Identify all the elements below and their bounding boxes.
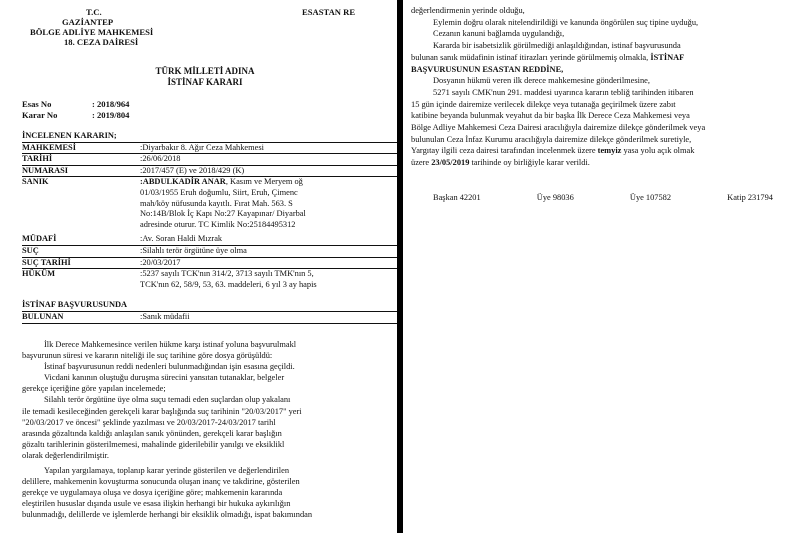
verdict-bold: BAŞVURUSUNUN ESASTAN REDDİNE, — [411, 64, 564, 74]
reviewed-heading: İNCELENEN KARARIN; — [22, 131, 397, 143]
row-date — [22, 154, 397, 166]
text-segment: yasa yolu açık olmak — [621, 146, 695, 156]
header-chamber: 18. CEZA DAİRESİ — [64, 37, 139, 47]
row-value: :Diyarbakır 8. Ağır Ceza Mahkemesi — [140, 142, 264, 152]
right-page — [403, 0, 800, 533]
right-body-text — [411, 5, 794, 169]
header-court: BÖLGE ADLİYE MAHKEMESİ — [30, 27, 154, 37]
signature-president: Başkan 42201 — [433, 193, 481, 202]
paragraph-line: olarak değerlendirilmiştir. — [22, 450, 109, 460]
signature-member-2: Üye 107582 — [629, 193, 672, 202]
paragraph-line — [411, 145, 794, 157]
paragraph-line: değerlendirmenin yerinde olduğu, — [411, 6, 525, 15]
paragraph-line: İlk Derece Mahkemesince verilen hükme karşı istinaf yoluna başvurulmakl — [44, 340, 297, 349]
row-value: :Silahlı terör örgütüne üye olma — [140, 245, 247, 255]
text-segment: üzere — [411, 158, 432, 168]
paragraph-line: eleştirilen hususlar dışında usule ve esasa ilişkin herhangi bir hukuka aykırılığın — [22, 499, 291, 509]
paragraph-line — [411, 52, 794, 64]
paragraph-line — [411, 64, 794, 76]
left-body-text — [22, 339, 397, 521]
appeal-heading: İSTİNAF BAŞVURUSUNDA — [22, 300, 397, 312]
paragraph-line: Dosyanın hükmü veren ilk derece mahkemesine gönderilmesine, — [433, 76, 650, 86]
text-bold: temyiz — [597, 146, 622, 156]
esas-value: : 2018/964 — [92, 99, 130, 109]
reviewed-decision-table — [22, 131, 397, 324]
row-court — [22, 143, 397, 155]
paragraph-line: Cezanın kanuni bağlamda uygulandığı, — [433, 29, 565, 39]
header-city: GAZİANTEP — [62, 17, 114, 27]
row-value — [140, 177, 397, 230]
karar-label: Karar No — [22, 110, 58, 120]
left-page — [0, 0, 397, 533]
row-counsel — [22, 234, 397, 246]
paragraph-line: delillere, mahkemenin kovuşturma sonucunda oluşan inanç ve takdirine, gösterilen — [22, 477, 300, 487]
row-value: :Sanık müdafii — [140, 311, 190, 321]
paragraph-line: Eylemin doğru olarak nitelendirildiği ve kanunda öngörülen suç tipine uyduğu, — [433, 17, 699, 27]
paragraph-line: arasında gözaltında kaldığı anlaşılan sanık yönünden, gerekçeli karar başlığın — [22, 428, 282, 438]
paragraph-line: katibine beyanda bulunmak veyahut da bir başka İlk Derece Ceza Mahkemesi veya — [411, 111, 690, 121]
paragraph-line: başvurunun süresi ve kararın niteliği ile suç tarihine göre dosya görüşüldü: — [22, 351, 273, 361]
paragraph-line: Kararda bir isabetsizlik görülmediği anlaşıldığından, istinaf başvurusunda — [433, 41, 681, 51]
paragraph-line: "20/03/2017 ve öncesi" şeklinde yazılması ve 20/03/2017-24/03/2017 tarihl — [22, 417, 276, 427]
paragraph-line: 15 gün içinde dairemize verilecek dilekçe veya tutanağa geçirilmek üzere zabıt — [411, 99, 676, 109]
row-key: SUÇ — [22, 245, 39, 255]
row-crime-date — [22, 258, 397, 270]
paragraph-line: Bölge Adliye Mahkemesi Ceza Dairesi aracılığıyla dairemize dilekçe gönderilmek veya — [411, 123, 706, 133]
row-key: BULUNAN — [22, 311, 64, 321]
verdict-bold: İSTİNAF — [650, 52, 685, 62]
row-value: :5237 sayılı TCK'nın 314/2, 3713 sayılı TMK'nın 5, TCK'nın 62, 58/9, 53, 63. maddeleri, 6 yıl 3 ay hapis — [140, 269, 317, 289]
row-appellant — [22, 312, 397, 324]
paragraph-line: bulunmadığı, delillerde ve işlemlerde herhangi bir eksiklik olmadığı, ispat bakımından — [22, 510, 313, 520]
signature-block — [433, 193, 773, 202]
decision-date: 23/05/2019 — [431, 158, 470, 168]
paragraph-line: Vicdani kanının oluştuğu duruşma sürecini yansıtan tutanaklar, belgeler — [44, 373, 285, 383]
paragraph-line: İstinaf başvurusunun reddi nedenleri bulunmadığından işin esasına geçildi. — [44, 362, 295, 372]
paragraph-line: Silahlı terör örgütüne üye olma suçu temadi eden suçlardan olup yakalanı — [44, 395, 291, 405]
row-verdict — [22, 269, 397, 290]
karar-value: : 2019/804 — [92, 110, 130, 120]
row-key: MAHKEMESİ — [22, 142, 76, 152]
header-tc: T.C. — [86, 7, 102, 17]
row-crime — [22, 246, 397, 258]
paragraph-line: gözaltı tarihlerinin gösterilmemesi, mahalinde giderilebilir yanılgı ve eksiklikl — [22, 439, 285, 449]
karar-no — [22, 110, 129, 120]
signature-member-1: Üye 98036 — [536, 193, 574, 202]
row-key: SUÇ TARİHİ — [22, 257, 71, 267]
paragraph-line: 5271 sayılı CMK'nun 291. maddesi uyarınca kararın tebliğ tarihinden itibaren — [433, 87, 694, 97]
row-defendant — [22, 177, 397, 230]
esas-label: Esas No — [22, 99, 52, 109]
row-value: :20/03/2017 — [140, 257, 181, 267]
row-number — [22, 166, 397, 178]
paragraph-line: Yapılan yargılamaya, toplanıp karar yerinde gösterilen ve değerlendirilen — [44, 466, 290, 476]
defendant-name: :ABDULKADİR ANAR — [140, 177, 226, 187]
paragraph-line: gerekçe ve uygulamaya oluşa ve dosya içeriğine göre; mahkemenin kararında — [22, 488, 283, 498]
document-subtitle: İSTİNAF KARARI — [167, 77, 243, 87]
text-segment: tarihinde oy birliğiyle karar verildi. — [469, 158, 590, 168]
defendant-details: , Kasım ve Meryem oğ 01/03/1955 Eruh doğumlu, Siirt, Eruh, Çimenc mah/köy nüfusunda kayıtlı. Fırat Mah. 563. S No:14B/Blok İç Kapı No:27 Kayapınar/ Diyarbal adresinde oturur. TC Kimlik No:25184495312 — [140, 177, 306, 229]
esas-no — [22, 99, 129, 109]
row-value: :26/06/2018 — [140, 154, 181, 164]
row-key: SANIK — [22, 177, 49, 187]
row-key: MÜDAFİ — [22, 234, 57, 244]
paragraph-line: ile temadi kesileceğinden gerekçeli karar başlığında suç tarihinin "20/03/2017" yeri — [22, 406, 302, 416]
document-title: TÜRK MİLLETİ ADINA — [155, 66, 255, 76]
paragraph-line: bulunulan Ceza İnfaz Kurumu aracılığıyla dairemize dilekçe gönderilmek suretiyle, — [411, 134, 692, 144]
row-key: TARİHİ — [22, 154, 53, 164]
header-right-title: ESASTAN RE — [302, 7, 356, 17]
row-key: HÜKÜM — [22, 269, 56, 279]
signature-clerk: Katip 231794 — [727, 193, 773, 202]
text-segment: Yargıtay ilgili ceza dairesi tarafından incelenmek üzere — [411, 146, 598, 156]
row-value: :Av. Soran Haldi Mızrak — [140, 234, 223, 244]
text-segment: bulunan sanık müdafinin istinaf itirazları yerinde görülmemiş olmakla, — [411, 52, 651, 62]
row-key: NUMARASI — [22, 165, 69, 175]
row-value: :2017/457 (E) ve 2018/429 (K) — [140, 165, 245, 175]
paragraph-line: gerekçe içeriğine göre yapılan incelemede; — [22, 384, 166, 394]
paragraph-line — [411, 157, 794, 169]
